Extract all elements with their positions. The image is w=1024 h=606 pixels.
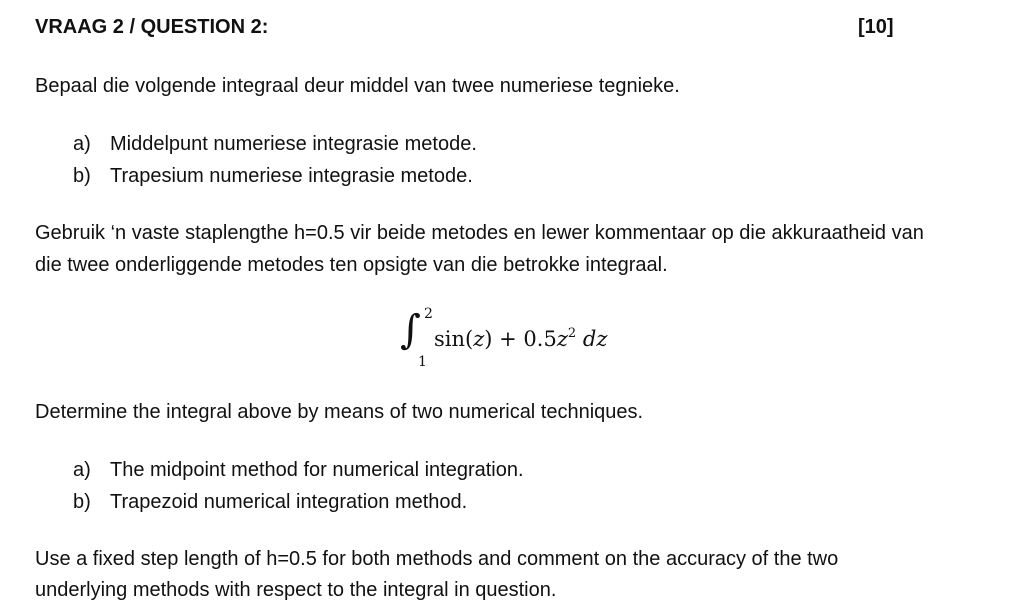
english-intro: Determine the integral above by means of two numerical techniques. <box>35 401 644 423</box>
lower-limit: 1 <box>418 354 427 370</box>
afrikaans-instruction-line1: Gebruik ‘n vaste staplengthe h=0.5 vir beide metodes en lewer kommentaar op die akkuraatheid van <box>35 222 924 244</box>
item-label: b) <box>73 491 91 513</box>
afrikaans-instruction-line2: die twee onderliggende metodes ten opsigte van die betrokke integraal. <box>35 254 668 276</box>
item-text: Middelpunt numeriese integrasie metode. <box>110 133 477 155</box>
integral-sign-icon: ∫ <box>400 307 421 353</box>
integral-formula <box>400 308 640 372</box>
question-marks: [10] <box>858 16 894 38</box>
item-label: a) <box>73 459 91 481</box>
item-label: b) <box>73 165 91 187</box>
item-text: Trapezoid numerical integration method. <box>110 491 468 513</box>
item-text: Trapesium numeriese integrasie metode. <box>110 165 473 187</box>
item-label: a) <box>73 133 91 155</box>
item-text: The midpoint method for numerical integration. <box>110 459 524 481</box>
question-title: VRAAG 2 / QUESTION 2: <box>35 16 269 38</box>
english-instruction-line1: Use a fixed step length of h=0.5 for both methods and comment on the accuracy of the two <box>35 548 839 570</box>
upper-limit: 2 <box>424 306 433 322</box>
integrand: $\sin(z) + 0.5z^2$ dz <box>434 326 608 351</box>
english-instruction-line2: underlying methods with respect to the integral in question. <box>35 579 557 601</box>
afrikaans-intro: Bepaal die volgende integraal deur middel van twee numeriese tegnieke. <box>35 75 680 97</box>
